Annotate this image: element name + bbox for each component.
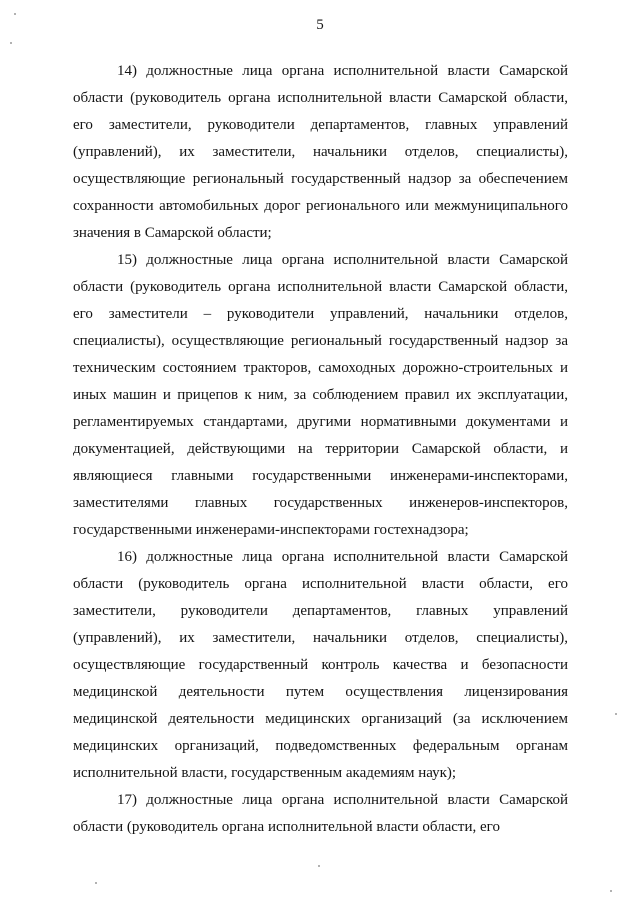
list-item-14: 14) должностные лица органа исполнительной власти Самарской области (руководитель органа исполнительной власти Самарской области, его заместители, руководители департаментов, главных управлений (управлений), их заместители, начальники отделов, специалисты), осуществляющие региональный государственный надзор за обеспечением сохранности автомобильных дорог регионального или межмуниципального значения в Самарской области;: [73, 63, 568, 241]
list-item-15: 15) должностные лица органа исполнительной власти Самарской области (руководитель органа исполнительной власти Самарской области, его заместители – руководители управлений, начальники отделов, специалисты), осуществляющие региональный государственный надзор за техническим состоянием тракторов, самоходных дорожно-строительных и иных машин и прицепов к ним, за соблюдением правил их эксплуатации, регламентируемых стандартами, другими нормативными документами и документацией, действующими на территории Самарской области, и являющиеся главными государственными инженерами-инспекторами, заместителями главных государственных инженеров-инспекторов, государственными инженерами-инспекторами гостехнадзора;: [73, 252, 568, 538]
document-body: [73, 58, 568, 841]
scan-speck: [10, 42, 12, 44]
list-item-16: 16) должностные лица органа исполнительной власти Самарской области (руководитель органа исполнительной власти области, его заместители, руководители департаментов, главных управлений (управлений), их заместители, начальники отделов, специалисты), осуществляющие государственный контроль качества и безопасности медицинской деятельности путем осуществления лицензирования медицинской деятельности медицинских организаций (за исключением медицинских организаций, подведомственных федеральным органам исполнительной власти, государственным академиям наук);: [73, 549, 568, 781]
page-number: 5: [316, 17, 324, 33]
scan-speck: [610, 890, 612, 892]
list-item-17: 17) должностные лица органа исполнительной власти Самарской области (руководитель органа исполнительной власти области, его: [73, 792, 568, 835]
scan-speck: [95, 882, 97, 884]
scan-speck: [318, 865, 320, 867]
scan-speck: [615, 713, 617, 715]
scan-speck: [14, 13, 16, 15]
